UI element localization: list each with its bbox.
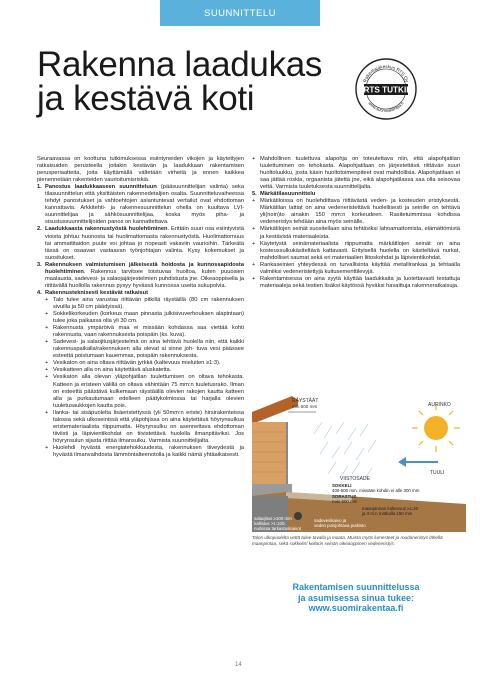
section-heading: Rakennusteknisesti kestävät ratkaisut (45, 289, 149, 296)
list-item: + Ilanka- tai sisäpuolelta lisäeristettyssä (yli 50mm:n eriste) hirsirakenteissa talossa sekä ulkoseinissä että yläpohjissa on aina käytettävä höyrynsulkua eristemateriaalista riippumatta. Höyrynsulku on asennettava ehdottoman tiiviisti ja läpivientikohdat on tiivistettävä huolella ilmanpitäviksi. Jos höyrynsulun sijasta riittää ilmansulku. Varmista suunnittelijalta. (45, 409, 244, 444)
rts-tutkii-seal (355, 58, 417, 120)
list-item: + Rakentamisessa on aina syytä käyttää laadukkaita ja luotettavasti testattuja materiaaleja sekä testien lisäksi käytössä hyväksi havaittuja rakenneratkaisuja. (252, 275, 460, 289)
section-number: 3. (37, 261, 42, 268)
list-item: + Märkätiloissa on huolehdittava riittävästä veden- ja kosteuden eristyksestä. Märkätilan lattiat on aina vedeneristettävä huolellisesti ja seinille on tehtävä yli(noin)to ainakin 150 mm:n korkeudeen. Rasitetuimmissa kohdissa vedeneristys tehdään aina myös seinälle. (252, 198, 460, 226)
gravel-value: noin 600 mm (332, 499, 358, 504)
seal-arc-top-text: Rakentajakeskus RTS Oy (362, 63, 410, 83)
article-title (37, 45, 367, 118)
section-text: (pääsuunnittelijan valinta) seka tilasuunnittelun että yksittäisten rakennedetaljien osalta. Suunnitteluvaiheessa tehdyt panostukset ja vahtoehtojen asiantuntevat vertailut ovat ehdottoman kannattavia. Arkkitehti- ja rakennesuunnittelun ohella on kuultava LVI-suunnittelijaa ja sähkösuunnittelijaa, koska myös piha- ja sisustussuunnittelijoiden panos on kannattettava. (45, 184, 244, 226)
downpipe-label-1: sadevesikaivo ja (314, 518, 347, 523)
plinth-value: 400-500 mm, missään kohdin ei alle 300 mm (332, 488, 420, 493)
list-item: + Sokkelikorkeuden (korkeus maan pinnasta julkisivuverhouksen alapintaan) tulee joka paikassa olla yli 30 cm. (45, 311, 244, 325)
section-heading: Märkätilasuunnittelu (260, 191, 316, 198)
bullet-mark: + (45, 311, 49, 318)
section-text: . Rakennus tarvitsee toistuvaa huoltoa, kuten puuosien maalausta, sadevesi- ja salaojajärjestelmien puhdistusta jne. Oikeaoppisella ja riittävällä huollolla rakennus pysyy hyvässä kunnossa useita sukupolvia. (45, 268, 244, 289)
gravel-label: SORASTUS (332, 494, 357, 499)
section-heading: Laadukkaasta rakennustyöstä huolehtiminen (45, 226, 168, 233)
seal-arc-bottom-text: www.suomirakentaa.fi (367, 100, 405, 114)
bullet-mark: + (45, 444, 49, 451)
eave-value: min 600 mm (292, 404, 318, 409)
bullet-mark: + (45, 325, 49, 332)
bullet-mark: + (45, 296, 49, 303)
promo-line-2: ja asumisessa sinua tukee: (297, 592, 415, 603)
list-item: + Talo tulee aina varustaa riittävän pitkillä räystäillä (80 cm rakennuksen sivuilla ja 50 cm päädyissä). (45, 296, 244, 310)
section-3 (37, 262, 244, 290)
section-number: 2. (37, 226, 42, 233)
section-number: 1. (37, 184, 42, 191)
section-number: 4. (37, 289, 42, 296)
bullet-mark: + (45, 367, 49, 374)
bullet-mark: + (45, 409, 49, 416)
sun-icon (412, 404, 460, 452)
slope-label-2: ja 3 m:n matkalla 150 mm (362, 511, 413, 516)
list-item: + Vesikaton alla olevan yläpohjatilan tuulettumisen on oltava tehokasta. Katteen ja eristeen välillä on oltava vähintään 75 mm:n tuuletusrako. Ilman on esteettä päästävä kulkemaan räystäällä olevien rakojen kautta katteen alla ja purkautumaan edelleen päätykolmiossa tai harjalla olevien tuuletusaukkojen kautta pois. (45, 374, 244, 409)
promo-box (252, 582, 460, 614)
drain-label-1: salaojitus ≥100 mm (254, 516, 292, 521)
bullet-mark: + (252, 226, 256, 233)
section-text: . Erittäin suuri osa esiintyvistä vioista johtuu huonosta tai huolimattomasta rakennustyöstä. Huolimattomuus tai ammattitaidon puute voi johtaa jo nopeasti vakaviin vaurioihin. Tärkeätä tässä on osaavan vastaavan työnjohtajan valinta. Kysy kokemukset ja suositukset. (45, 226, 244, 261)
bullet-mark: + (252, 275, 256, 282)
slope-label: maanpinnan kaltevuus ≥1:20 (362, 506, 419, 511)
section-banner (160, 0, 320, 26)
promo-line-1: Rakentamisen suunnittelussa (292, 582, 420, 592)
list-item: + Rakennusta ympäröivä maa ei missään kohdassa saa viettää kohti rakennusta, vaan rakennuksesta poispäin (ks. kuva). (45, 325, 244, 339)
drain-pipe (294, 512, 302, 520)
list-item: + Huolehdi hyvästä energiatehokkuudesta, rakennuksen tiiveydestä ja hyvästä ilmanvaihdosta lämmöntalteenotolla ja kaikki nämä yhtäaikaisesti. (45, 444, 244, 458)
seal-brand-text: RTS TUTKII (363, 85, 409, 95)
left-column (37, 156, 244, 459)
eave-label: RÄYSTÄÄT (292, 398, 319, 404)
list-item: + Märkätilojen seinät suositellaan aina tehtäviksi lahoamattomista, elämättömistä ja kestävistä materiaaleista. (252, 226, 460, 240)
promo-url-link[interactable]: www.suomirakentaa.fi (308, 603, 404, 613)
list-item: + Vesikaton on aina oltava riittävän jyrkkä (kaltevuus mieluiten ≥1:3). (45, 360, 221, 367)
section-4 (37, 290, 244, 297)
bullet-mark: + (252, 240, 256, 247)
drain-label-2: kallistus >1:100, (254, 521, 286, 526)
bullet-mark: + (45, 360, 49, 367)
house-wall (252, 396, 298, 488)
wind-arrow-icon (398, 457, 438, 467)
bullet-mark: + (45, 339, 49, 346)
sun-label: AURINKO (428, 402, 451, 408)
section-heading: Panostus laadukkaaseen suunnitteluun (45, 184, 157, 191)
rain-label: VIISTOSADE (340, 476, 370, 482)
list-item: + Käytetystä seinämateriaalista riippumatta märkätilojen seinät on aina kosteussulkukäsiteltävä kattavasti. Erityisellä huolella on käsiteltävä nurkat, mahdolliset saumat sekä eri materiaalien liitoskohdat ja läpivientikohdat. (252, 240, 460, 261)
plinth-label: SOKKELI (332, 483, 352, 488)
bullet-mark: + (45, 374, 49, 381)
intro-paragraph: Seuraavassa on koottuna tutkimuksessa esiintyneiden vikojen ja käytettyjen ratkaisuiden perusteella joitakin kestävän ja laadukkaan rakentamisen perusperiaatteita, joita käyttämällä vältetään virheitä ja ennen kaikkea pienennetään rakenteiden vaurioitumisriskiä. (37, 156, 244, 184)
section-2 (37, 226, 244, 261)
list-item: + Mahdollinen tuulettuva alapohja on toteutettava niin, että alapohjatilan tuulettuminen on tehokasta. Alapohjatilaan on järjestettävä riittävän suuri huoltoluukku, josta käsin huoltotoimenpiteet ovat mahdollisia. Alapohjatilaan ei saa jättää roskia, orgaanista jätettä jne, eikä alapohjatilassa saa olla seisovaa vettä. Varmista tuuletuksesta suunnittelijalta. (252, 156, 460, 191)
drain-label-3: nurkissa tarkastuskaivot (254, 526, 301, 531)
rain-lines (314, 422, 376, 480)
list-item: + Rankaseinien yhteydessä on turvallisinta käyttää metallirankaa ja tehtaalla valmiiksi vedeneristettyjä kuitusementtilevyjä. (252, 261, 460, 275)
section-1 (37, 184, 244, 226)
wind-label: TUULI (430, 470, 445, 476)
title-line-2: ja kestävä koti (37, 79, 255, 118)
section-5 (252, 191, 460, 198)
downpipe-label-2: veden poisjohtava putkisto (314, 523, 366, 528)
list-item: + Vesikatteen alla on aina käytettävä aluskatetta. (45, 367, 172, 374)
bullet-mark: + (252, 261, 256, 268)
right-column (252, 156, 460, 290)
bullet-mark: + (252, 198, 256, 205)
page-number: 14 (235, 662, 242, 668)
list-item: + Sadevesi- ja salaojitusjärjestelmä on aina tehtävä huolella niin, että kaikki rakennuspaikalla/rakennuksen alla olevat ai sinne joh- tuva vesi päässee esteettä poistumaan kauemmas, poispäin rakennuksesta. (45, 339, 244, 360)
section-number: 5. (252, 191, 257, 198)
section-heading: Rakennuksen valmistumisen jälkeisestä hoidosta ja kunnossapidosta huolehtiminen (45, 261, 244, 275)
title-line-1: Rakenna laadukas (37, 45, 323, 84)
section-label: SUUNNITTELU (203, 7, 276, 19)
bullet-mark: + (252, 156, 256, 162)
diagram-caption: Talon ulkopuolelta vettä tulee tavalla ja maata. Muista myös lumesteet ja roudaneristys lähellä maanpintaa, sekä sokkelin/ kellarin seinän oikeaoppinen vedeneristys. (252, 535, 443, 546)
house-drainage-diagram (252, 392, 466, 532)
